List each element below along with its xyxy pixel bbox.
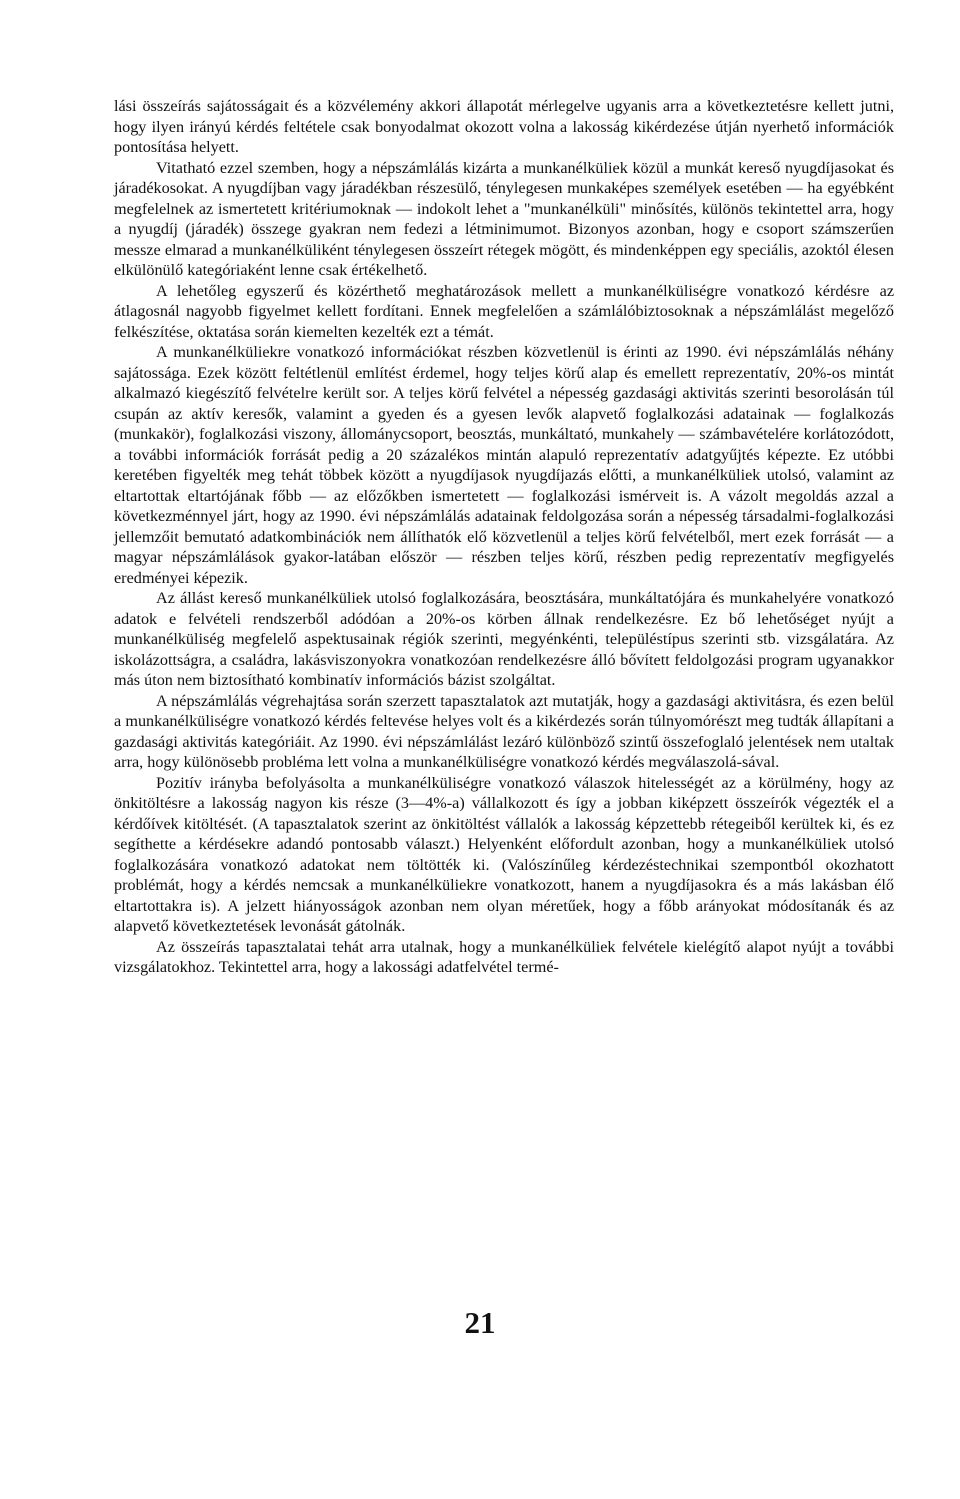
paragraph-continued: lási összeírás sajátosságait és a közvélemény akkori állapotát mérlegelve ugyanis arra a következtetésre kellett jutni, hogy ilyen irányú kérdés feltétele csak bonyodalmat okozott volna a lakosság kikérdezése útján nyerhető információk pontosítása helyett.	[114, 97, 894, 156]
paragraph-definitions: A lehetőleg egyszerű és közérthető meghatározások mellett a munkanélküliségre vonatkozó kérdésre az átlagosnál nagyobb figyelmet kellett fordítani. Ennek megfelelően a számlálóbiztosoknak a népszámlálást megelőző felkészítése, oktatása során kiemelten kezelték ezt a témát.	[114, 281, 894, 341]
paragraph-census-features: A munkanélküliekre vonatkozó információkat részben közvetlenül is érinti az 1990. évi népszámlálás néhány sajátossága. Ezek között feltétlenül említést érdemel, hogy teljes körű alap és emellett reprezentatív, 20%-os mintát alkalmazó kiegészítő felvételre került sor. A teljes körű felvétel a népesség gazdasági aktivitás szerinti besorolásán túl csupán az aktív keresők, valamint a gyeden és a gyesen levők alapvető foglalkozási adatainak — foglalkozás (munkakör), foglalkozási viszony, állománycsoport, beosztás, munkáltató, munkahely — számbavételére korlátozódott, a további információk forrását pedig a 20 százalékos mintán alapuló reprezentatív adatgyűjtés képezte. Ez utóbbi keretében figyelték meg tehát többek között a nyugdíjasok nyugdíjazás előtti, a munkanélküliek utolsó, valamint az eltartottak eltartójának főbb — az előzőkben ismertetett — foglalkozási ismérveit is. A vázolt megoldás azzal a következménnyel járt, hogy az 1990. évi népszámlálás adatainak feldolgozása során a népesség társadalmi-foglalkozási jellemzőit bemutató adatkombinációk nem állíthatók elő közvetlenül a teljes körű felvételből, mert ezek forrását — a magyar népszámlálások gyakor-latában először — részben teljes körű, részben pedig reprezentatív megfigyelés eredményei képezik.	[114, 343, 894, 587]
paragraph-pensioners: Vitatható ezzel szemben, hogy a népszámlálás kizárta a munkanélküliek közül a munkát kereső nyugdíjasokat és járadékosokat. A nyugdíjban vagy járadékban részesülő, ténylegesen munkaképes személyek esetében — ha egyébként megfelelnek az ismertetett kritériumoknak — indokolt lehet a "munkanélküli" minősítés, különös tekintettel arra, hogy a nyugdíj (járadék) összege gyakran nem fedezi a létminimumot. Bizonyos azonban, hogy e csoport számszerűen messze elmarad a munkanélküliként ténylegesen összeírt rétegek mögött, és mindenképpen egy speciális, azoktól élesen elkülönülő kategóriaként lenne csak értékelhető.	[114, 158, 894, 279]
paragraph-conclusion: Az összeírás tapasztalatai tehát arra utalnak, hogy a munkanélküliek felvétele kielégítő alapot nyújt a további vizsgálatokhoz. Tekintettel arra, hogy a lakossági adatfelvétel termé-	[114, 937, 894, 976]
body-text	[114, 96, 894, 978]
page-number: 21	[464, 1305, 496, 1340]
paragraph-credibility: Pozitív irányba befolyásolta a munkanélküliségre vonatkozó válaszok hitelességét az a körülmény, hogy az önkitöltésre a lakosság nagyon kis része (3—4%-a) vállalkozott és így a jobban kiképzett összeírók végezték el a kérdőívek kitöltését. (A tapasztalatok szerint az önkitöltést vállalók a lakosság képzettebb rétegeiből kerültek ki, és ez segíthette a kérdésekre adandó pontosabb választ.) Helyenként előfordult azonban, hogy a munkanélküliek utolsó foglalkozására vonatkozó adatokat nem töltötték ki. (Valószínűleg kérdezéstechnikai szempontból okozhatott problémát, hogy a kérdés nemcsak a munkanélküliekre vonatkozott, hanem a nyugdíjasokra és a más lakásban élő eltartottakra is). A jelzett hiányosságok azonban nem olyan méretűek, hogy a főbb arányokat módosítanák és az alapvető következtetések levonását gátolnák.	[114, 773, 894, 935]
paragraph-experiences: A népszámlálás végrehajtása során szerzett tapasztalatok azt mutatják, hogy a gazdasági aktivitásra, és ezen belül a munkanélküliségre vonatkozó kérdés feltevése helyes volt és a kikérdezés során túlnyomórészt meg tudták állapítani a gazdasági aktivitás kategóriáit. Az 1990. évi népszámlálást lezáró különböző szintű összefoglaló jelentések nem utaltak arra, hogy különösebb probléma lett volna a munkanélküliségre vonatkozó kérdés megválaszolá-sával.	[114, 691, 894, 771]
paragraph-job-seekers: Az állást kereső munkanélküliek utolsó foglalkozására, beosztására, munkáltatójára és munkahelyére vonatkozó adatok e felvételi rendszerből adódóan a 20%-os körben állnak rendelkezésre. Ez bő lehetőséget nyújt a munkanélküliség megfelelő aspektusainak régiók szerinti, megyénkénti, településtípus szerinti stb. vizsgálatára. Az iskolázottságra, a családra, lakásviszonyokra vonatkozóan rendelkezésre álló bővített feldolgozási program ugyanakkor más úton nem biztosítható kombinatív információs bázist szolgáltat.	[114, 589, 894, 689]
